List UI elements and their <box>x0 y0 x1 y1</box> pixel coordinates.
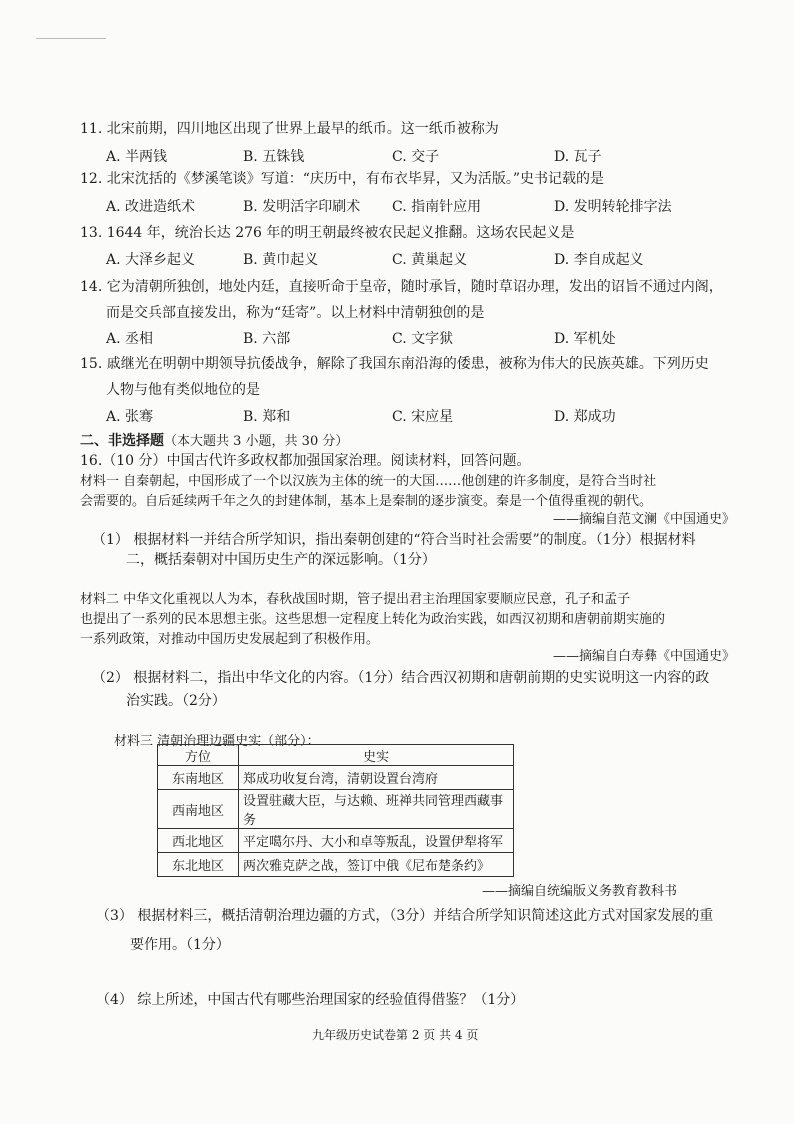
table-header-row <box>158 745 514 766</box>
sub-question-4: （4） 综上所述，中国古代有哪些治理国家的经验值得借鉴？（1分） <box>96 992 525 1008</box>
table-row <box>158 853 514 877</box>
q13-option-b: B. 黄巾起义 <box>243 252 319 268</box>
q11-option-b: B. 五铢钱 <box>243 149 305 165</box>
q12-stem: 12. 北宋沈括的《梦溪笔谈》写道：“庆历中，有布衣毕昇，又为活版。”史书记载的是 <box>80 171 605 187</box>
q12-option-d: D. 发明转轮排字法 <box>554 199 672 215</box>
table-header-facts: 史实 <box>239 745 514 766</box>
border-governance-table <box>157 744 514 877</box>
q13-option-a: A. 大泽乡起义 <box>106 252 196 268</box>
q15-option-b: B. 郑和 <box>243 409 291 425</box>
q15-option-c: C. 宋应星 <box>392 409 454 425</box>
table-cell-region: 西北地区 <box>158 829 239 853</box>
section-2-heading <box>80 430 348 450</box>
material-3-source: ——摘编自统编版义务教育教科书 <box>482 884 678 899</box>
table-cell-fact: 两次雅克萨之战，签订中俄《尼布楚条约》 <box>239 853 514 877</box>
material-2-source: ——摘编自白寿彝《中国通史》 <box>553 649 736 664</box>
q11-stem: 11. 北宋前期，四川地区出现了世界上最早的纸币。这一纸币被称为 <box>80 121 499 137</box>
q12-option-c: C. 指南针应用 <box>392 199 482 215</box>
top-edge-line <box>36 38 106 39</box>
sub-question-3-line2: 要作用。（1分） <box>130 937 230 953</box>
q11-option-c: C. 交子 <box>392 149 440 165</box>
section-2-title: 二、非选择题 <box>80 433 164 449</box>
material-3-title: 材料三 清朝治理边疆史实（部分）： <box>114 734 320 749</box>
material-1-line1: 材料一 自秦朝起，中国形成了一个以汉族为主体的统一的大国……他创建的许多制度，是符合当时社 <box>80 474 657 489</box>
q12-option-b: B. 发明活字印刷术 <box>243 199 361 215</box>
q11-option-d: D. 瓦子 <box>554 149 602 165</box>
table-cell-region: 东北地区 <box>158 853 239 877</box>
table-cell-region: 东南地区 <box>158 766 239 790</box>
sub-question-2-line2: 治实践。（2分） <box>126 693 226 709</box>
q15-option-a: A. 张骞 <box>106 409 154 425</box>
q14-stem-line1: 14. 它为清朝所独创，地处内廷，直接听命于皇帝，随时承旨，随时草诏办理，发出的诏旨不通过内阁， <box>80 279 723 295</box>
q13-option-c: C. 黄巢起义 <box>392 252 468 268</box>
table-row <box>158 790 514 829</box>
sub-question-2-line1: （2） 根据材料二，指出中华文化的内容。（1分）结合西汉初期和唐朝前期的史实说明这一内容的政 <box>92 670 710 686</box>
sub-question-1-line1: （1） 根据材料一并结合所学知识，指出秦朝创建的“符合当时社会需要”的制度。（1分）根据材料 <box>92 532 696 548</box>
q13-stem: 13. 1644 年，统治长达 276 年的明王朝最终被农民起义推翻。这场农民起义是 <box>80 225 575 241</box>
table-row <box>158 829 514 853</box>
table-row <box>158 766 514 790</box>
q13-option-d: D. 李自成起义 <box>554 252 644 268</box>
q15-option-d: D. 郑成功 <box>554 409 616 425</box>
table-cell-fact: 平定噶尔丹、大小和卓等叛乱，设置伊犁将军 <box>239 829 514 853</box>
q12-option-a: A. 改进造纸术 <box>106 199 196 215</box>
q14-stem-line2: 而是交兵部直接发出，称为“廷寄”。以上材料中清朝独创的是 <box>106 305 485 321</box>
q15-stem-line1: 15. 戚继光在明朝中期领导抗倭战争，解除了我国东南沿海的倭患，被称为伟大的民族英雄。下列历史 <box>80 356 709 372</box>
q14-option-c: C. 文字狱 <box>392 331 454 347</box>
page-footer: 九年级历史试卷第 2 页 共 4 页 <box>312 1028 479 1042</box>
material-1-source: ——摘编自范文澜《中国通史》 <box>553 512 736 527</box>
q14-option-d: D. 军机处 <box>554 331 616 347</box>
sub-question-3-line1: （3） 根据材料三，概括清朝治理边疆的方式，（3分）并结合所学知识简述这此方式对国家发展的重 <box>96 908 714 924</box>
sub-question-1-line2: 二，概括秦朝对中国历史生产的深远影响。（1分） <box>126 552 436 568</box>
table-header-direction: 方位 <box>158 745 239 766</box>
table-cell-fact: 设置驻藏大臣，与达赖、班禅共同管理西藏事务 <box>239 790 514 829</box>
section-2-note: （本大题共 3 小题，共 30 分） <box>164 434 349 449</box>
q14-option-b: B. 六部 <box>243 331 291 347</box>
q14-option-a: A. 丞相 <box>106 331 154 347</box>
material-2-line1: 材料二 中华文化重视以人为本，春秋战国时期，管子提出君主治理国家要顺应民意，孔子和孟子 <box>80 592 631 607</box>
q11-option-a: A. 半两钱 <box>106 149 168 165</box>
material-2-line3: 一系列政策，对推动中国历史发展起到了积极作用。 <box>80 632 380 647</box>
q15-stem-line2: 人物与他有类似地位的是 <box>106 382 260 398</box>
table-cell-fact: 郑成功收复台湾，清朝设置台湾府 <box>239 766 514 790</box>
q16-stem: 16.（10 分）中国古代许多政权都加强国家治理。阅读材料，回答问题。 <box>80 453 531 469</box>
material-2-line2: 也提出了一系列的民本思想主张。这些思想一定程度上转化为政治实践，如西汉初期和唐朝前期实施的 <box>80 612 666 627</box>
material-1-line2: 会需要的。自后延续两千年之久的封建体制，基本上是秦制的逐步演变。秦是一个值得重视的朝代。 <box>80 494 653 509</box>
table-cell-region: 西南地区 <box>158 790 239 829</box>
